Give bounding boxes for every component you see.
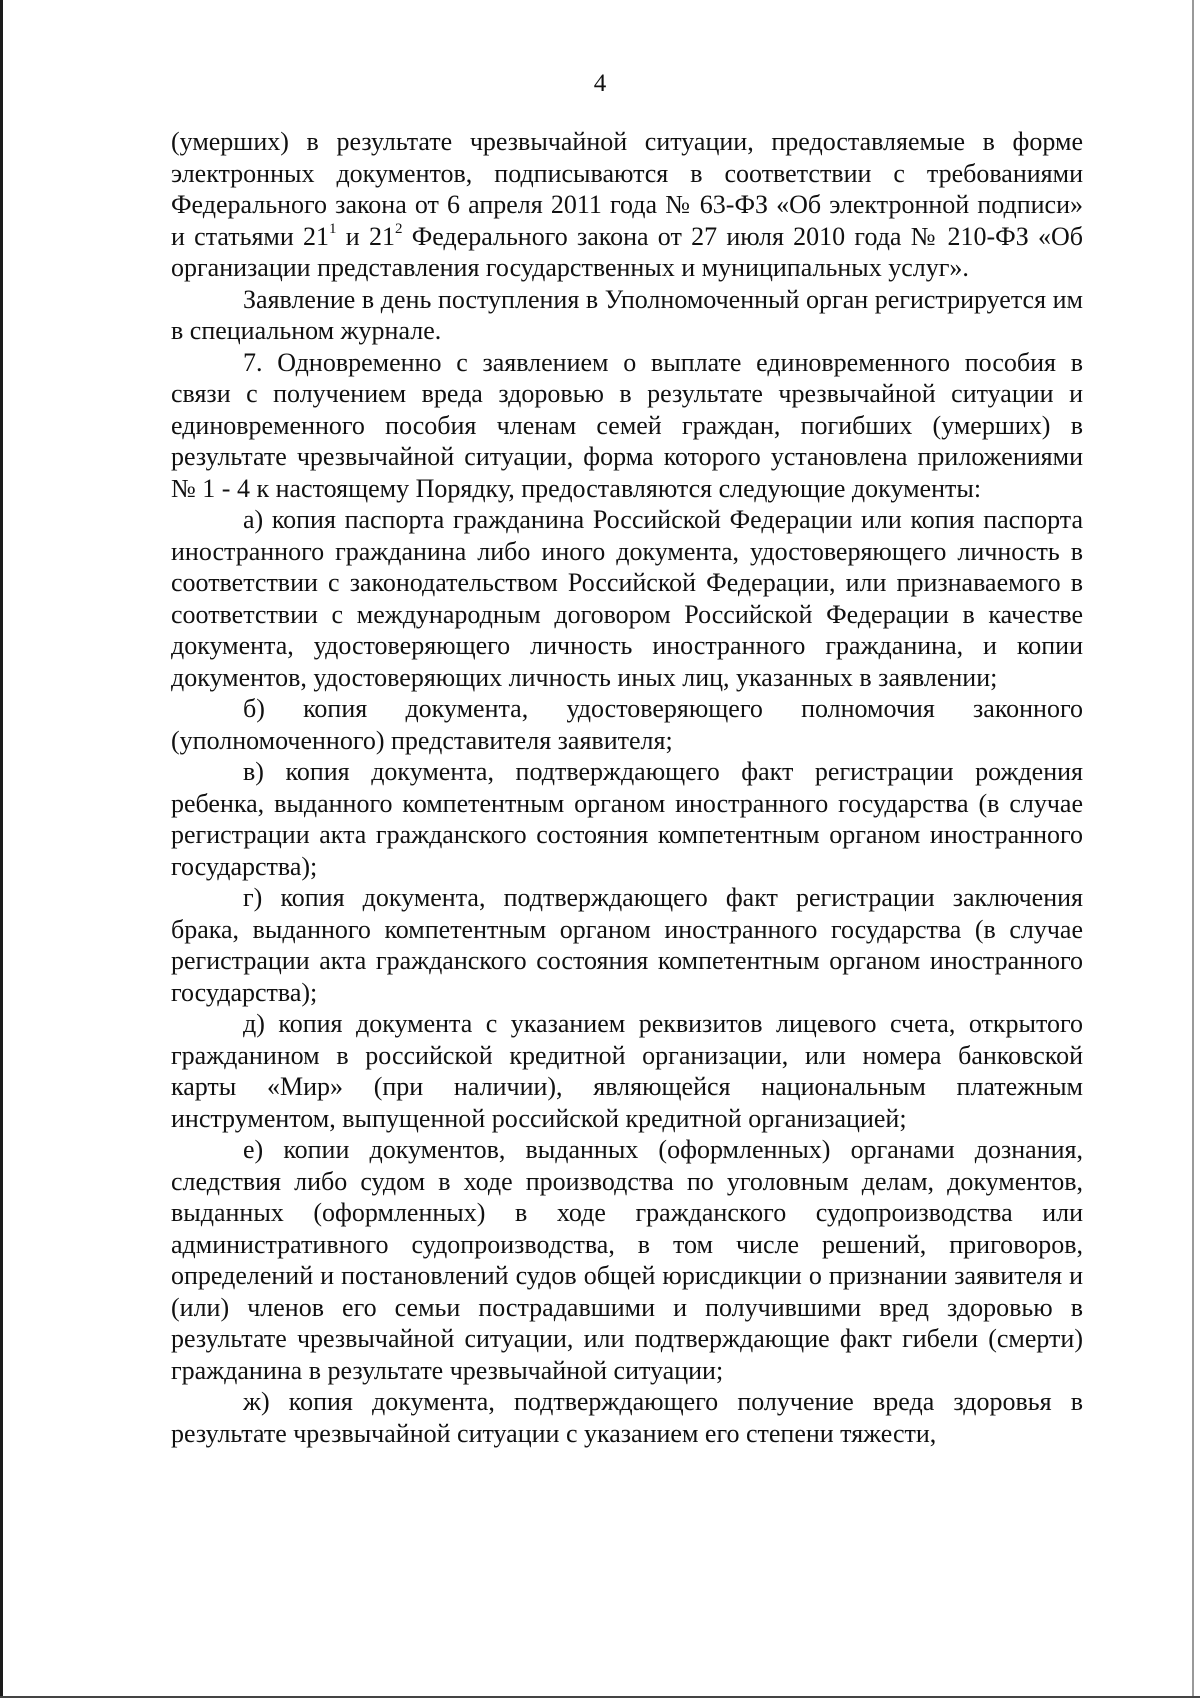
item-g: г) копия документа, подтверждающего факт регистрации заключения брака, выданного компетентным органом иностранного государства (в случае регистрации акта гражданского состояния компетентным органом иностранного государства); — [171, 883, 1083, 1007]
item-e: е) копии документов, выданных (оформленных) органами дознания, следствия либо судом в ходе производства по уголовным делам, документов, выданных (оформленных) в ходе гражданского судопроизводства или административного судопроизводства, в том числе решений, приговоров, определений и постановлений судов общей юрисдикции о признании заявителя и (или) членов его семьи пострадавшими и получившими вред здоровью в результате чрезвычайной ситуации, или подтверждающие факт гибели (смерти) гражданина в результате чрезвычайной ситуации; — [171, 1135, 1083, 1385]
item-b: б) копия документа, удостоверяющего полномочия законного (уполномоченного) представителя заявителя; — [171, 694, 1083, 755]
scan-edge-right — [1192, 0, 1194, 1698]
document-body — [171, 126, 1083, 1449]
item-d: д) копия документа с указанием реквизитов лицевого счета, открытого гражданином в российской кредитной организации, или номера банковской карты «Мир» (при наличии), являющейся национальным платежным инструментом, выпущенной российской кредитной организацией; — [171, 1009, 1083, 1133]
paragraph-3: 7. Одновременно с заявлением о выплате единовременного пособия в связи с получением вреда здоровью в результате чрезвычайной ситуации и единовременного пособия членам семей граждан, погибших (умерших) в результате чрезвычайной ситуации, форма которого установлена приложениями № 1 - 4 к настоящему Порядку, предоставляются следующие документы: — [171, 347, 1083, 503]
item-v: в) копия документа, подтверждающего факт регистрации рождения ребенка, выданного компетентным органом иностранного государства (в случае регистрации акта гражданского состояния компетентным органом иностранного государства); — [171, 757, 1083, 881]
paragraph-1: (умерших) в результате чрезвычайной ситуации, предоставляемые в форме электронных документов, подписываются в соответствии с требованиями Федерального закона от 6 апреля 2011 года № 63-ФЗ «Об электронной подписи» и статьями $21^1$ и $21^2$ Федерального закона от 27 июля 2010 года № 210-ФЗ «Об организации представления государственных и муниципальных услуг». — [171, 127, 1083, 282]
item-a: а) копия паспорта гражданина Российской Федерации или копия паспорта иностранного гражданина либо иного документа, удостоверяющего личность в соответствии с законодательством Российской Федерации, или признаваемого в соответствии с международным договором Российской Федерации в качестве документа, удостоверяющего личность иностранного гражданина, и копии документов, удостоверяющих личность иных лиц, указанных в заявлении; — [171, 505, 1083, 692]
paragraph-2: Заявление в день поступления в Уполномоченный орган регистрируется им в специальном журнале. — [171, 284, 1083, 345]
page-number: 4 — [593, 70, 607, 97]
item-zh: ж) копия документа, подтверждающего получение вреда здоровья в результате чрезвычайной ситуации с указанием его степени тяжести, — [171, 1387, 1083, 1448]
scan-edge-left — [0, 0, 3, 1698]
